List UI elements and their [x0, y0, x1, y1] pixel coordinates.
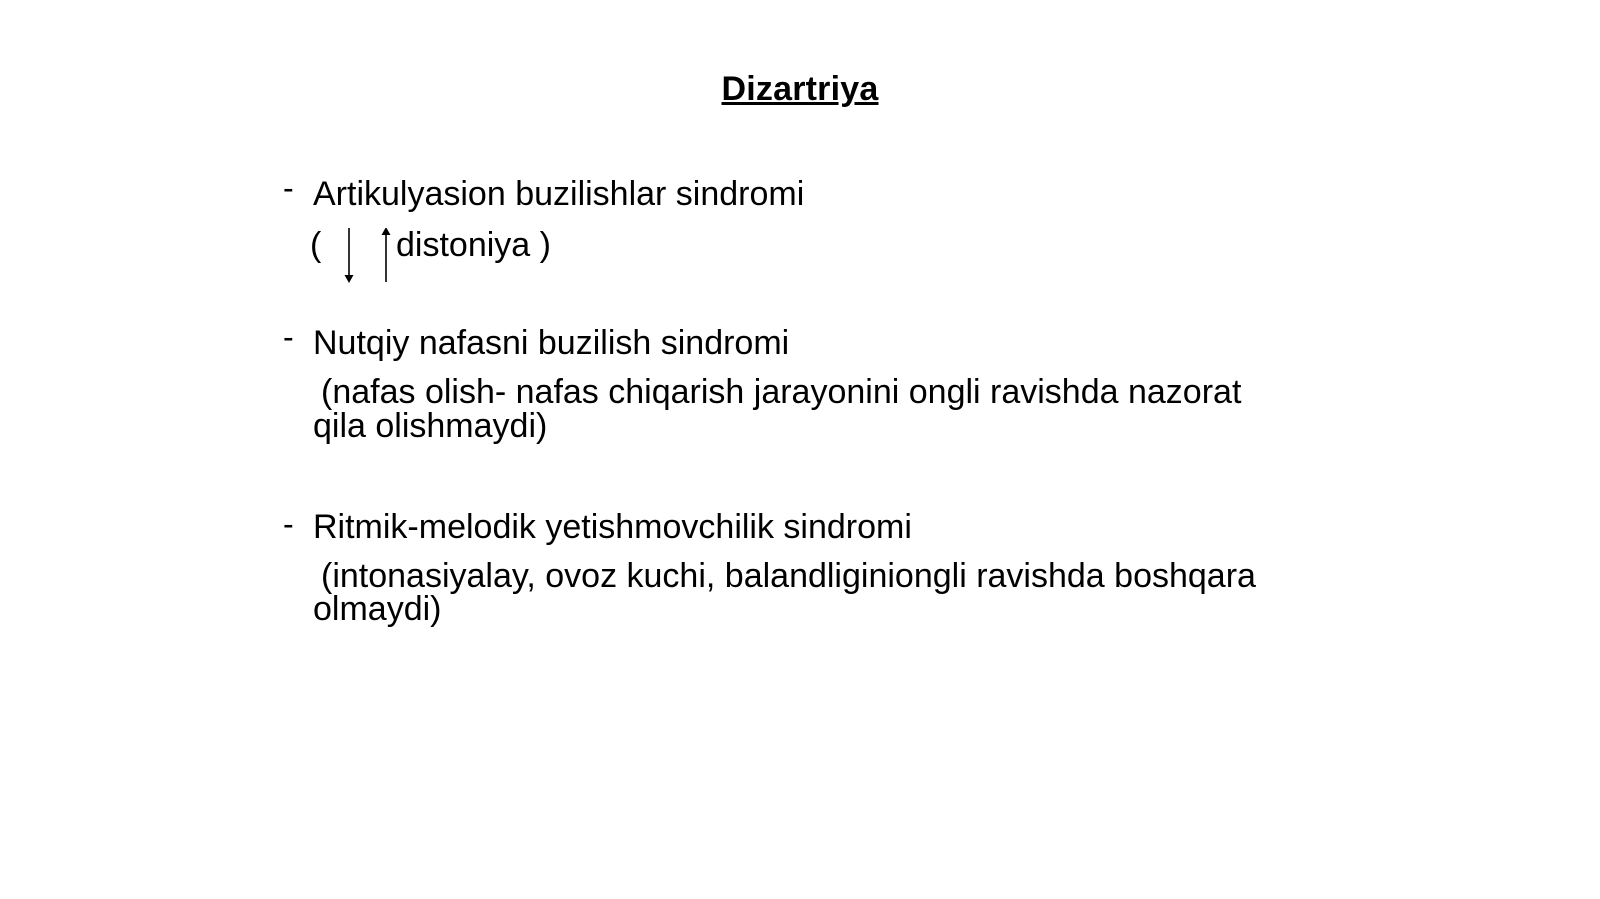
item-heading-articulation: Artikulyasion buzilishlar sindromi [313, 175, 805, 213]
detail-distonia-text: distoniya ) [396, 226, 551, 264]
arrows-group [310, 228, 410, 288]
item-detail-breathing-line1: (nafas olish- nafas chiqarish jarayonini ongli ravishda nazorat [321, 373, 1242, 411]
bullet-dash: - [283, 170, 294, 206]
item-detail-rhythm-line2: olmaydi) [313, 590, 442, 628]
arrow-down-icon [345, 228, 354, 283]
item-heading-rhythm: Ritmik-melodik yetishmovchilik sindromi [313, 508, 912, 546]
item-detail-breathing-line2: qila olishmaydi) [313, 407, 548, 445]
arrow-up-icon [382, 228, 391, 282]
item-heading-breathing: Nutqiy nafasni buzilish sindromi [313, 324, 790, 362]
bullet-dash: - [283, 319, 294, 355]
detail-open-paren: ( [310, 226, 322, 264]
slide-title: Dizartriya [721, 70, 879, 108]
item-detail-rhythm-line1: (intonasiyalay, ovoz kuchi, balandliginiongli ravishda boshqara [321, 557, 1256, 595]
bullet-dash: - [283, 506, 294, 542]
distonia-detail [310, 228, 610, 288]
